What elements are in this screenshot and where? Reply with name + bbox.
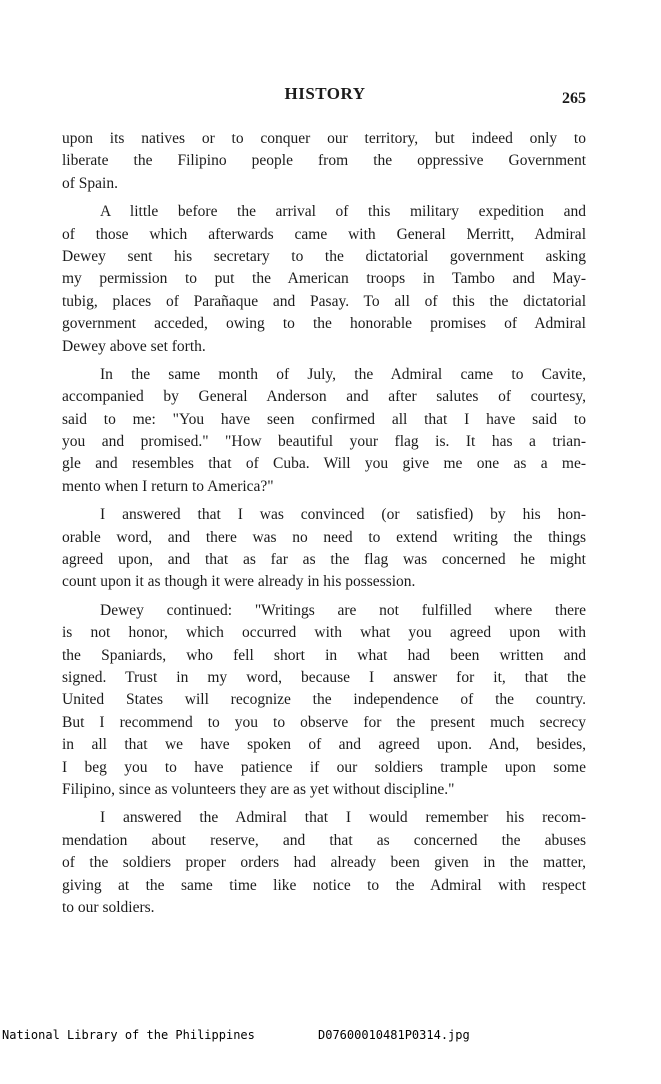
text-line: Filipino, since as volunteers they are as yet without discipline." bbox=[62, 780, 455, 798]
text-line: United States will recognize the independence of the country. bbox=[62, 691, 586, 709]
text-line: liberate the Filipino people from the oppressive Government bbox=[62, 152, 586, 170]
text-line: mendation about reserve, and that as concerned the abuses bbox=[62, 831, 586, 849]
text-line: signed. Trust in my word, because I answer for it, that the bbox=[62, 668, 586, 686]
paragraph bbox=[62, 364, 586, 498]
text-line: in all that we have spoken of and agreed upon. And, besides, bbox=[62, 736, 586, 754]
text-line: mento when I return to America?" bbox=[62, 477, 274, 495]
paragraph bbox=[62, 201, 586, 358]
running-title: HISTORY bbox=[284, 84, 366, 103]
text-line: A little before the arrival of this military expedition and bbox=[100, 203, 586, 221]
text-line: said to me: "You have seen confirmed all that I have said to bbox=[62, 410, 586, 428]
text-line: my permission to put the American troops in Tambo and May- bbox=[62, 270, 586, 288]
text-line: Dewey sent his secretary to the dictatorial government asking bbox=[62, 247, 586, 265]
paragraph bbox=[62, 128, 586, 195]
text-line: But I recommend to you to observe for the present much secrecy bbox=[62, 713, 586, 731]
page-number: 265 bbox=[562, 90, 586, 107]
page-header bbox=[60, 84, 590, 114]
text-line: I answered that I was convinced (or satisfied) by his hon- bbox=[100, 506, 586, 524]
text-line: count upon it as though it were already in his possession. bbox=[62, 573, 416, 591]
text-line: agreed upon, and that as far as the flag was concerned he might bbox=[62, 551, 586, 569]
text-line: is not honor, which occurred with what you agreed upon with bbox=[62, 624, 586, 642]
text-line: giving at the same time like notice to the Admiral with respect bbox=[62, 876, 586, 894]
text-line: upon its natives or to conquer our territory, but indeed only to bbox=[62, 130, 586, 147]
text-line: of the soldiers proper orders had already been given in the matter, bbox=[62, 854, 586, 872]
library-credit: National Library of the Philippines bbox=[2, 1028, 255, 1042]
text-line: of Spain. bbox=[62, 174, 118, 192]
text-line: accompanied by General Anderson and after salutes of courtesy, bbox=[62, 388, 586, 406]
body-text bbox=[62, 128, 586, 919]
text-line: you and promised." "How beautiful your flag is. It has a trian- bbox=[62, 433, 586, 451]
paragraph bbox=[62, 807, 586, 919]
paragraph bbox=[62, 600, 586, 802]
text-line: government acceded, owing to the honorable promises of Admiral bbox=[62, 315, 586, 333]
text-line: to our soldiers. bbox=[62, 898, 155, 916]
text-line: I answered the Admiral that I would remember his recom- bbox=[100, 809, 586, 827]
text-line: the Spaniards, who fell short in what had been written and bbox=[62, 646, 586, 664]
text-line: tubig, places of Parañaque and Pasay. To all of this the dictatorial bbox=[62, 292, 586, 310]
text-line: Dewey continued: "Writings are not fulfilled where there bbox=[100, 601, 586, 619]
scan-footer bbox=[0, 1028, 661, 1084]
text-line: I beg you to have patience if our soldiers trample upon some bbox=[62, 758, 586, 776]
text-line: In the same month of July, the Admiral came to Cavite, bbox=[100, 365, 586, 383]
text-line: Dewey above set forth. bbox=[62, 337, 206, 355]
text-line: gle and resembles that of Cuba. Will you give me one as a me- bbox=[62, 455, 586, 473]
image-filename: D07600010481P0314.jpg bbox=[318, 1028, 470, 1042]
paragraph bbox=[62, 504, 586, 594]
text-line: orable word, and there was no need to extend writing the things bbox=[62, 528, 586, 546]
text-line: of those which afterwards came with General Merritt, Admiral bbox=[62, 225, 586, 243]
